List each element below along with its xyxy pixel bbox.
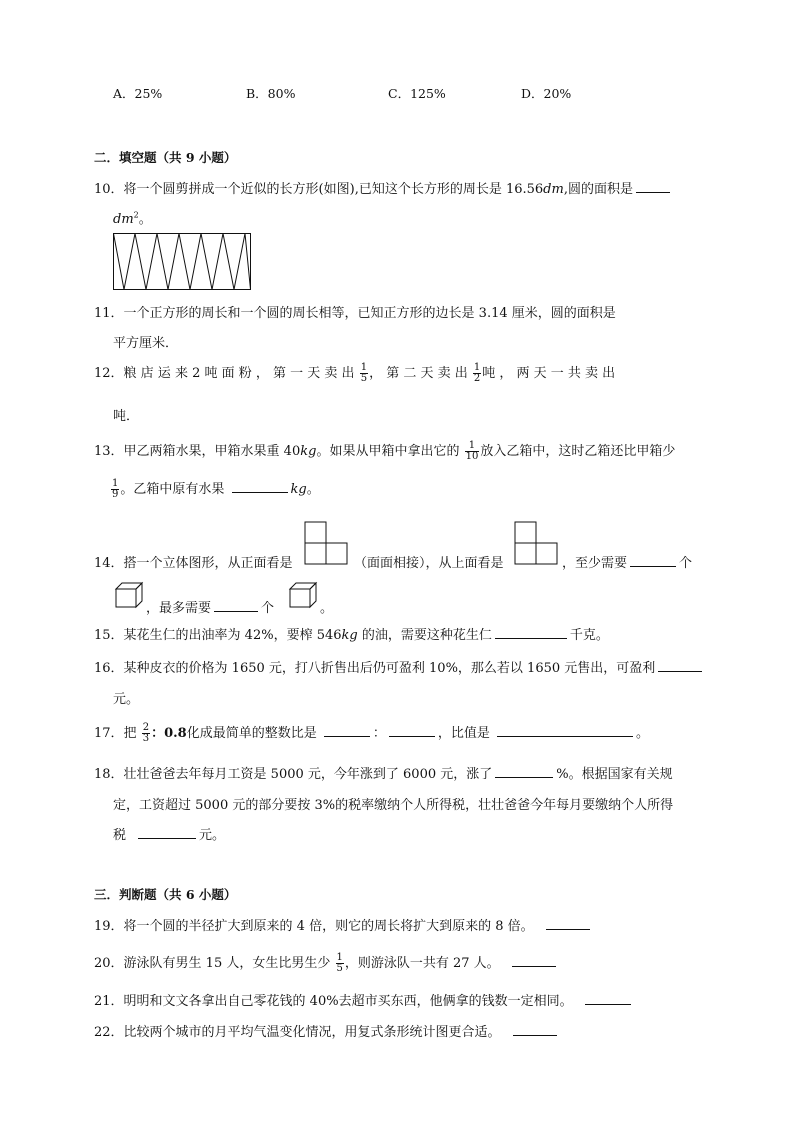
answer-blank[interactable]	[495, 626, 567, 639]
question-14-end	[320, 597, 333, 616]
cube-icon	[114, 581, 144, 609]
fraction-numerator: 1	[112, 478, 119, 489]
option-d: D．20%	[521, 86, 572, 101]
question-18-line2	[113, 794, 673, 813]
colon: ：	[372, 726, 386, 741]
question-10	[94, 178, 673, 197]
question-text: 游泳队有男生 15 人，女生比男生少	[123, 956, 331, 971]
answer-blank[interactable]	[232, 480, 288, 493]
question-text: 平方厘米．	[113, 336, 179, 351]
question-text: 。乙箱中原有水果	[120, 482, 225, 497]
question-text: ，比值是	[437, 726, 490, 741]
fraction-numerator: 1	[336, 952, 343, 963]
question-text: 甲乙两箱水果，甲箱水果重 40	[123, 444, 301, 459]
answer-blank-ratio-value[interactable]	[497, 724, 633, 737]
question-text: ,圆的面积是	[563, 182, 633, 197]
question-text: 某种皮衣的价格为 1650 元，打八折售出后仍可盈利 10%，那么若以 1650 元售出，可盈利	[123, 661, 656, 676]
option-c: C．125%	[388, 86, 446, 101]
question-number: 11．	[94, 306, 124, 321]
section-title-true-false: 三．判断题（共 6 小题）	[94, 887, 237, 902]
unit-exponent: 2	[133, 210, 139, 220]
question-number: 14．	[94, 556, 124, 571]
answer-blank[interactable]	[512, 954, 556, 967]
question-21	[94, 990, 634, 1009]
question-18	[94, 763, 673, 782]
question-14-text-c	[562, 552, 692, 571]
question-15	[94, 624, 609, 643]
question-text: 。如果从甲箱中拿出它的	[316, 444, 460, 459]
answer-blank[interactable]	[513, 1023, 557, 1036]
question-text: 明明和文文各拿出自己零花钱的 40%去超市买东西，他俩拿的钱数一定相同。	[123, 994, 573, 1009]
question-number: 13．	[94, 444, 124, 459]
question-text: 个	[261, 601, 275, 616]
fraction-denominator: 9	[112, 489, 119, 500]
question-text: 一个正方形的周长和一个圆的周长相等，已知正方形的边长是 3.14 厘米，圆的面积是	[123, 306, 616, 321]
question-number: 20．	[94, 956, 124, 971]
punctuation: 。	[138, 212, 152, 227]
fraction-numerator: 1	[360, 362, 368, 373]
question-text: 个	[679, 556, 693, 571]
fraction	[142, 723, 150, 744]
question-text: 元。	[199, 828, 226, 843]
fraction-numerator: 2	[142, 722, 150, 733]
cube-icon	[288, 581, 318, 609]
question-18-line3	[113, 824, 225, 843]
fraction-denominator: 2	[473, 373, 481, 384]
fraction	[465, 441, 480, 462]
rectangle-cut-circle-figure	[113, 233, 253, 291]
question-19	[94, 915, 593, 934]
option-a: A．25%	[113, 86, 163, 101]
question-number: 18．	[94, 767, 124, 782]
question-20	[94, 952, 559, 974]
fraction	[111, 479, 119, 500]
question-12	[94, 362, 615, 384]
question-number: 12．	[94, 366, 124, 381]
fraction	[360, 363, 368, 384]
answer-blank-min[interactable]	[630, 554, 676, 567]
question-14-line2	[146, 597, 274, 616]
fraction	[473, 363, 481, 384]
question-text: （面面相接），从上面看是	[354, 556, 504, 571]
question-text: ，至少需要	[562, 556, 628, 571]
unit: kg	[290, 482, 307, 497]
question-22	[94, 1021, 560, 1040]
question-text: 把	[123, 726, 137, 741]
question-11-line2	[113, 332, 178, 351]
question-text: ，最多需要	[146, 601, 212, 616]
question-text: 将一个圆的半径扩大到原来的 4 倍，则它的周长将扩大到原来的 8 倍。	[123, 919, 534, 934]
question-text: 定，工资超过 5000 元的部分要按 3%的税率缴纳个人所得税，壮壮爸爸今年每月要缴纳个人所得	[113, 798, 674, 813]
front-view-figure	[304, 521, 350, 565]
answer-blank[interactable]	[636, 180, 670, 193]
question-text: 元。	[113, 692, 140, 707]
unit: dm	[113, 212, 134, 227]
question-text: 某花生仁的出油率为 42%，要榨 546	[123, 628, 342, 643]
question-text: 壮壮爸爸去年每月工资是 5000 元，今年涨到了 6000 元，涨了	[123, 767, 493, 782]
question-number: 10．	[94, 182, 124, 197]
answer-blank[interactable]	[546, 917, 590, 930]
punctuation: 。	[320, 601, 334, 616]
answer-blank[interactable]	[658, 659, 702, 672]
question-text: 比较两个城市的月平均气温变化情况，用复式条形统计图更合适。	[123, 1025, 501, 1040]
question-text: 的油，需要这种花生仁	[357, 628, 492, 643]
question-text: 将一个圆剪拼成一个近似的长方形(如图),已知这个长方形的周长是 16.56	[123, 182, 544, 197]
fraction-denominator: 10	[465, 451, 479, 462]
unit: dm	[543, 182, 564, 197]
fraction-numerator: 1	[473, 362, 481, 373]
question-text: 搭一个立体图形，从正面看是	[123, 556, 293, 571]
question-17	[94, 722, 649, 744]
question-12-line2	[113, 405, 139, 424]
fraction-denominator: 5	[360, 373, 368, 384]
question-text: 千克。	[569, 628, 609, 643]
fraction-denominator: 5	[336, 963, 343, 974]
question-number: 16．	[94, 661, 124, 676]
question-text: %。根据国家有关规	[556, 767, 673, 782]
question-number: 19．	[94, 919, 124, 934]
question-10-line2	[113, 208, 152, 227]
punctuation: 。	[636, 726, 650, 741]
question-number: 22．	[94, 1025, 124, 1040]
unit: kg	[341, 628, 358, 643]
question-number: 15．	[94, 628, 124, 643]
answer-blank-tax[interactable]	[138, 826, 196, 839]
punctuation: 。	[306, 482, 320, 497]
question-number: 17．	[94, 726, 124, 741]
answer-blank-ratio-right[interactable]	[389, 724, 435, 737]
answer-blank-max[interactable]	[214, 599, 258, 612]
question-text: ，则游泳队一共有 27 人。	[344, 956, 500, 971]
answer-blank-percent[interactable]	[495, 765, 553, 778]
question-16	[94, 657, 705, 676]
fraction-denominator: 3	[142, 733, 150, 744]
option-b: B．80%	[246, 86, 296, 101]
question-text: 吨．	[113, 409, 140, 424]
question-14	[94, 552, 293, 571]
question-text: ， 第 二 天 卖 出	[369, 366, 468, 381]
question-number: 21．	[94, 994, 124, 1009]
answer-blank[interactable]	[585, 992, 631, 1005]
ratio-value: ：0.8	[151, 726, 187, 741]
question-text: 税	[113, 828, 127, 843]
question-text: 放入乙箱中，这时乙箱还比甲箱少	[480, 444, 676, 459]
fraction-numerator: 1	[465, 441, 480, 452]
unit: kg	[300, 444, 317, 459]
question-text: 吨 ， 两 天 一 共 卖 出	[482, 366, 616, 381]
question-text: 化成最简单的整数比是	[186, 726, 317, 741]
question-16-line2	[113, 688, 139, 707]
section-title-fill-blank: 二．填空题（共 9 小题）	[94, 150, 237, 165]
top-view-figure	[514, 521, 560, 565]
question-13-line2	[110, 478, 320, 500]
fraction	[336, 953, 344, 974]
question-text: 粮 店 运 来 2 吨 面 粉 ， 第 一 天 卖 出	[123, 366, 355, 381]
question-14-text-b	[354, 552, 504, 571]
answer-blank-ratio-left[interactable]	[324, 724, 370, 737]
question-13	[94, 440, 675, 462]
question-11	[94, 302, 616, 321]
